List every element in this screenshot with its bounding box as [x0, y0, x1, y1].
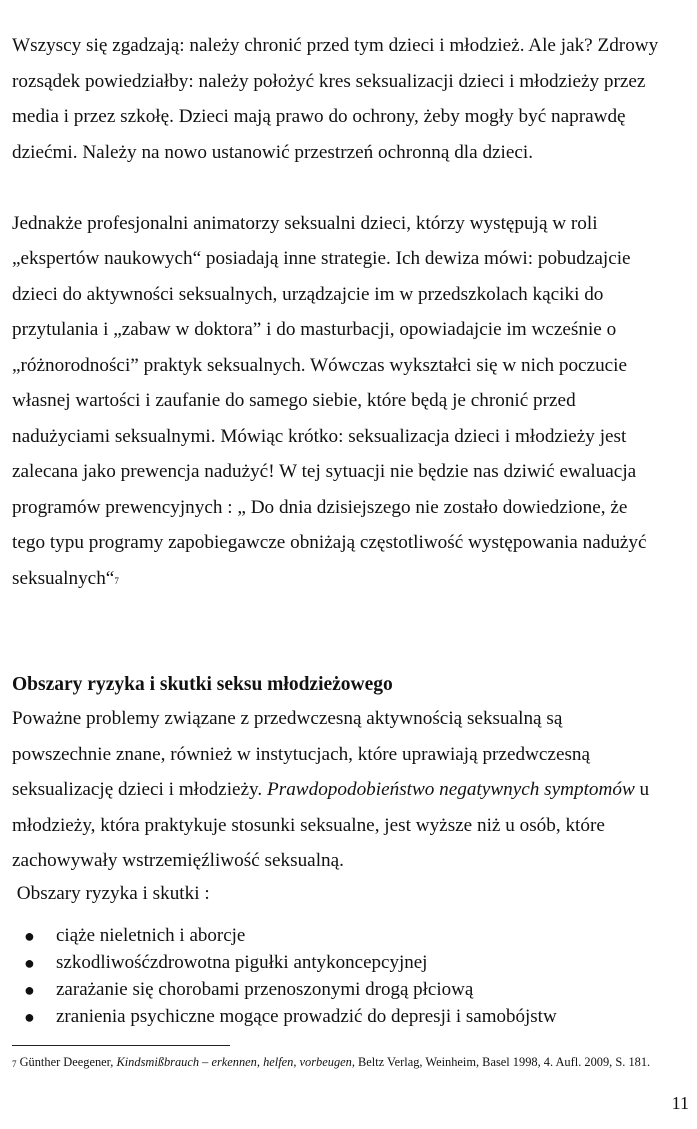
bullet-icon: ● [24, 953, 35, 973]
list-intro: Obszary ryzyka i skutki : [12, 883, 210, 904]
bullet-icon: ● [24, 1007, 35, 1027]
paragraph-3-line-3-start: seksualizację dzieci i młodzieży. [12, 779, 268, 800]
paragraph-2-line-6: własnej wartości i zaufanie do samego siebie, które będą je chronić przed [12, 390, 576, 411]
paragraph-2-last-text: seksualnych“ [12, 568, 115, 589]
list-item-2: szkodliwośćzdrowotna pigułki antykoncepcyjnej [56, 952, 428, 973]
page-number: 11 [671, 1093, 689, 1113]
footnote-number: 7 [12, 1059, 17, 1069]
footnote-divider [12, 1045, 230, 1046]
paragraph-2-line-5: „różnorodności” praktyk seksualnych. Wówczas wykształci się w nich poczucie [12, 355, 628, 376]
paragraph-3-line-5: zachowywały wstrzemięźliwość seksualną. [12, 850, 344, 871]
paragraph-1-line-4: dziećmi. Należy na nowo ustanowić przestrzeń ochronną dla dzieci. [12, 142, 534, 163]
paragraph-2-line-3: dzieci do aktywności seksualnych, urządzajcie im w przedszkolach kąciki do [12, 284, 604, 305]
footnote-author: Günther Deegener, [16, 1055, 117, 1069]
paragraph-2-line-4: przytulania i „zabaw w doktora” i do masturbacji, opowiadajcie im wcześnie o [12, 319, 617, 340]
list-item-4: zranienia psychiczne mogące prowadzić do depresji i samobójstw [56, 1006, 557, 1027]
paragraph-1-line-3: media i przez szkołę. Dzieci mają prawo do ochrony, żeby mogły być naprawdę [12, 106, 626, 127]
bullet-icon: ● [24, 926, 35, 946]
list-item-1: ciąże nieletnich i aborcje [56, 925, 246, 946]
bullet-icon: ● [24, 980, 35, 1000]
footnote-publisher: Beltz Verlag, Weinheim, Basel 1998, 4. Aufl. 2009, S. 181. [354, 1055, 651, 1069]
paragraph-1-line-1: Wszyscy się zgadzają: należy chronić przed tym dzieci i młodzież. Ale jak? Zdrowy [12, 35, 659, 56]
paragraph-3-line-3-end: u [634, 779, 650, 800]
paragraph-3-italic-phrase: Prawdopodobieństwo negatywnych symptomów [267, 779, 635, 800]
paragraph-3-line-4: młodzieży, która praktykuje stosunki seksualne, jest wyższe niż u osób, które [12, 815, 605, 836]
paragraph-2-line-8: zalecana jako prewencja nadużyć! W tej sytuacji nie będzie nas dziwić ewaluacja [12, 461, 637, 482]
paragraph-3-line-2: powszechnie znane, również w instytucjach, które uprawiają przedwczesną [12, 744, 591, 765]
paragraph-3-line-1: Poważne problemy związane z przedwczesną aktywnością seksualną są [12, 708, 563, 729]
paragraph-2-line-10: tego typu programy zapobiegawcze obniżają częstotliwość występowania nadużyć [12, 532, 647, 553]
section-heading: Obszary ryzyka i skutki seksu młodzieżowego [12, 674, 393, 695]
paragraph-2-line-11 [12, 567, 119, 591]
paragraph-3-line-3 [12, 778, 649, 802]
paragraph-2-line-2: „ekspertów naukowych“ posiadają inne strategie. Ich dewiza mówi: pobudzajcie [12, 248, 631, 269]
paragraph-1-line-2: rozsądek powiedziałby: należy położyć kres seksualizacji dzieci i młodzieży przez [12, 71, 646, 92]
footnote [12, 1054, 682, 1070]
footnote-reference[interactable]: 7 [114, 576, 119, 586]
paragraph-2-line-1: Jednakże profesjonalni animatorzy seksualni dzieci, którzy występują w roli [12, 213, 598, 234]
paragraph-2-line-7: nadużyciami seksualnymi. Mówiąc krótko: seksualizacja dzieci i młodzieży jest [12, 426, 627, 447]
footnote-title: Kindsmißbrauch – erkennen, helfen, vorbeugen, [116, 1055, 355, 1069]
list-item-3: zarażanie się chorobami przenoszonymi drogą płciową [56, 979, 474, 1000]
paragraph-2-line-9: programów prewencyjnych : „ Do dnia dzisiejszego nie zostało dowiedzione, że [12, 497, 628, 518]
